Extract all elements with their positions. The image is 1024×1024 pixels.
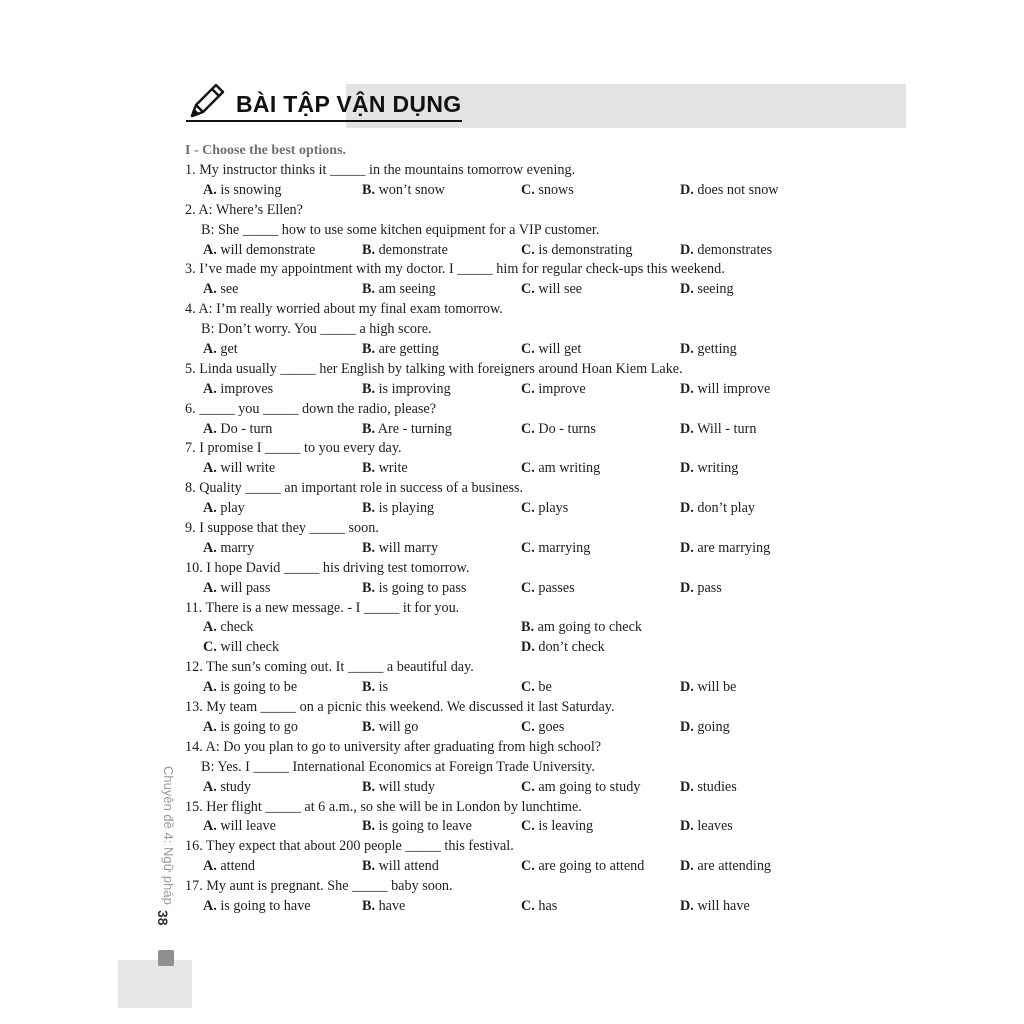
option-text: is improving xyxy=(378,380,451,397)
option-text: seeing xyxy=(697,281,734,298)
question-line: B: She _____ how to use some kitchen equipment for a VIP customer. xyxy=(201,221,600,238)
option-c xyxy=(521,678,552,698)
option-letter: D. xyxy=(680,858,694,875)
option-d xyxy=(680,817,733,837)
question-line: 2. A: Where’s Ellen? xyxy=(185,201,303,218)
option-c xyxy=(521,340,581,360)
question-line: B: Don’t worry. You _____ a high score. xyxy=(201,321,432,338)
options-row xyxy=(185,181,905,201)
option-c xyxy=(521,420,596,440)
option-letter: A. xyxy=(203,718,217,735)
question-line: 15. Her flight _____ at 6 a.m., so she will be in London by lunchtime. xyxy=(185,798,582,815)
options-row xyxy=(185,241,905,261)
option-letter: D. xyxy=(521,639,535,656)
option-letter: D. xyxy=(680,341,694,358)
option-letter: B. xyxy=(362,181,376,198)
question-line: 11. There is a new message. - I _____ it for you. xyxy=(185,599,460,616)
option-a xyxy=(203,678,297,698)
option-text: have xyxy=(378,897,406,914)
corner-block xyxy=(118,960,192,1008)
option-text: are attending xyxy=(697,858,772,875)
option-text: will check xyxy=(220,639,280,656)
option-b xyxy=(362,380,451,400)
option-c xyxy=(521,380,586,400)
option-letter: A. xyxy=(203,679,217,696)
option-text: will improve xyxy=(697,380,771,397)
option-a xyxy=(203,420,272,440)
option-text: is going to have xyxy=(220,897,311,914)
options-row xyxy=(185,420,905,440)
option-text: passes xyxy=(538,579,575,596)
option-c xyxy=(521,897,557,917)
option-text: will study xyxy=(378,778,435,795)
option-letter: C. xyxy=(521,181,535,198)
option-d xyxy=(680,678,736,698)
option-a xyxy=(203,499,245,519)
option-letter: C. xyxy=(203,639,217,656)
option-letter: C. xyxy=(521,281,535,298)
option-text: Do - turn xyxy=(220,420,273,437)
option-text: studies xyxy=(697,778,737,795)
option-c xyxy=(521,778,640,798)
option-d xyxy=(680,579,722,599)
option-d xyxy=(680,340,737,360)
option-text: has xyxy=(538,897,558,914)
option-d xyxy=(680,380,770,400)
question-line: 10. I hope David _____ his driving test tomorrow. xyxy=(185,559,470,576)
option-text: will go xyxy=(378,718,419,735)
option-letter: B. xyxy=(362,778,376,795)
option-c xyxy=(521,280,582,300)
option-text: is going to be xyxy=(220,679,298,696)
options-row xyxy=(185,579,905,599)
option-letter: B. xyxy=(362,539,376,556)
option-text: improves xyxy=(220,380,274,397)
option-text: goes xyxy=(538,718,565,735)
option-b xyxy=(362,181,445,201)
option-b xyxy=(362,241,448,261)
corner-square xyxy=(158,950,174,966)
option-text: demonstrate xyxy=(378,241,448,258)
question-line: 1. My instructor thinks it _____ in the mountains tomorrow evening. xyxy=(185,162,576,178)
option-text: get xyxy=(220,341,238,358)
option-letter: A. xyxy=(203,281,217,298)
option-letter: C. xyxy=(521,500,535,517)
option-text: marrying xyxy=(538,539,591,556)
options-row xyxy=(185,857,905,877)
option-d xyxy=(680,897,750,917)
option-c xyxy=(521,817,593,837)
option-d xyxy=(680,778,737,798)
option-text: won’t snow xyxy=(378,181,445,198)
option-letter: C. xyxy=(521,241,535,258)
option-letter: D. xyxy=(680,281,694,298)
option-a xyxy=(203,340,238,360)
option-b xyxy=(362,778,435,798)
option-text: are going to attend xyxy=(538,858,645,875)
option-a xyxy=(203,857,255,877)
option-letter: D. xyxy=(680,778,694,795)
page-title: BÀI TẬP VẬN DỤNG xyxy=(236,91,462,117)
option-letter: A. xyxy=(203,897,217,914)
option-a xyxy=(203,280,238,300)
option-c xyxy=(521,539,590,559)
options-row xyxy=(185,618,905,638)
option-text: leaves xyxy=(697,818,733,835)
option-letter: A. xyxy=(203,420,217,437)
option-letter: D. xyxy=(680,241,694,258)
option-b xyxy=(362,678,388,698)
option-a xyxy=(203,380,273,400)
option-letter: B. xyxy=(362,579,376,596)
pencil-icon xyxy=(186,78,230,122)
option-text: is going to leave xyxy=(378,818,472,835)
options-row xyxy=(185,539,905,559)
option-c xyxy=(521,579,575,599)
option-a xyxy=(203,539,254,559)
option-text: demonstrates xyxy=(697,241,773,258)
option-letter: C. xyxy=(521,858,535,875)
question-line: 5. Linda usually _____ her English by talking with foreigners around Hoan Kiem Lake. xyxy=(185,360,683,377)
option-text: write xyxy=(378,460,408,477)
question-line: 16. They expect that about 200 people _____ this festival. xyxy=(185,838,514,855)
options-row xyxy=(185,897,905,917)
option-d xyxy=(680,420,756,440)
option-letter: B. xyxy=(362,818,376,835)
question-line: 6. _____ you _____ down the radio, please? xyxy=(185,400,436,417)
option-b xyxy=(362,817,472,837)
option-letter: C. xyxy=(521,679,535,696)
option-letter: B. xyxy=(362,341,376,358)
question-line: 3. I’ve made my appointment with my doctor. I _____ him for regular check-ups this weekend. xyxy=(185,261,725,278)
option-letter: C. xyxy=(521,380,535,397)
option-letter: C. xyxy=(521,897,535,914)
option-d xyxy=(680,857,771,877)
option-text: will leave xyxy=(220,818,276,835)
option-d xyxy=(680,718,730,738)
option-text: will marry xyxy=(378,539,439,556)
option-letter: C. xyxy=(521,420,535,437)
option-letter: C. xyxy=(521,539,535,556)
option-text: snows xyxy=(538,181,574,198)
option-letter: C. xyxy=(521,341,535,358)
option-b xyxy=(362,579,466,599)
option-c xyxy=(521,499,568,519)
options-row xyxy=(185,638,905,658)
option-letter: D. xyxy=(680,380,694,397)
option-text: attend xyxy=(220,858,256,875)
option-letter: B. xyxy=(362,460,376,477)
option-c xyxy=(521,241,633,261)
page-number: 38 xyxy=(155,910,171,926)
option-text: is snowing xyxy=(220,181,282,198)
option-d xyxy=(680,459,738,479)
options-row xyxy=(185,817,905,837)
question-line: 9. I suppose that they _____ soon. xyxy=(185,520,379,537)
option-a xyxy=(203,718,298,738)
option-a xyxy=(203,181,281,201)
option-letter: D. xyxy=(680,718,694,735)
option-letter: A. xyxy=(203,341,217,358)
options-row xyxy=(185,380,905,400)
option-text: will demonstrate xyxy=(220,241,316,258)
option-text: improve xyxy=(538,380,586,397)
option-c xyxy=(521,857,644,877)
option-text: see xyxy=(220,281,239,298)
option-letter: D. xyxy=(680,679,694,696)
question-line: 8. Quality _____ an important role in success of a business. xyxy=(185,480,524,497)
option-d xyxy=(680,499,755,519)
option-d xyxy=(680,241,772,261)
option-letter: C. xyxy=(521,579,535,596)
option-letter: A. xyxy=(203,460,217,477)
option-a xyxy=(203,459,275,479)
option-letter: A. xyxy=(203,818,217,835)
option-letter: D. xyxy=(680,420,694,437)
title-underline xyxy=(186,120,462,122)
option-letter: A. xyxy=(203,181,217,198)
option-letter: D. xyxy=(680,579,694,596)
option-text: am seeing xyxy=(378,281,436,298)
option-text: will attend xyxy=(378,858,439,875)
option-text: will see xyxy=(538,281,583,298)
option-letter: C. xyxy=(521,818,535,835)
option-letter: B. xyxy=(521,619,535,636)
option-letter: B. xyxy=(362,897,376,914)
option-text: writing xyxy=(697,460,739,477)
options-row xyxy=(185,718,905,738)
option-letter: B. xyxy=(362,420,376,437)
option-text: am going to study xyxy=(538,778,641,795)
option-a xyxy=(203,817,276,837)
option-letter: D. xyxy=(680,500,694,517)
option-text: is playing xyxy=(378,500,435,517)
option-letter: B. xyxy=(362,281,376,298)
option-text: am going to check xyxy=(537,619,642,636)
option-text: is going to pass xyxy=(378,579,467,596)
option-text: is leaving xyxy=(538,818,594,835)
option-text: does not snow xyxy=(697,181,779,198)
option-text: will get xyxy=(538,341,582,358)
question-line: 7. I promise I _____ to you every day. xyxy=(185,440,402,457)
option-text: be xyxy=(538,679,552,696)
option-text: check xyxy=(220,619,254,636)
option-text: will be xyxy=(697,679,737,696)
question-line: 4. A: I’m really worried about my final exam tomorrow. xyxy=(185,301,503,318)
option-letter: B. xyxy=(362,679,376,696)
option-letter: C. xyxy=(521,460,535,477)
question-line: 12. The sun’s coming out. It _____ a beautiful day. xyxy=(185,659,474,676)
option-a xyxy=(203,241,315,261)
option-text: marry xyxy=(220,539,255,556)
option-letter: A. xyxy=(203,778,217,795)
option-b xyxy=(362,857,439,877)
option-letter: A. xyxy=(203,241,217,258)
option-text: going xyxy=(697,718,730,735)
option-letter: D. xyxy=(680,818,694,835)
option-letter: D. xyxy=(680,539,694,556)
option-b xyxy=(521,618,642,638)
option-d xyxy=(680,181,779,201)
section-title: I - Choose the best options. xyxy=(185,143,347,158)
option-text: Will - turn xyxy=(697,420,757,437)
options-row xyxy=(185,778,905,798)
option-text: getting xyxy=(697,341,737,358)
question-line: 14. A: Do you plan to go to university after graduating from high school? xyxy=(185,738,602,755)
option-d xyxy=(680,280,734,300)
side-chapter-label: Chuyên đề 4: Ngữ pháp xyxy=(161,766,176,905)
option-letter: A. xyxy=(203,380,217,397)
option-letter: D. xyxy=(680,181,694,198)
question-line: B: Yes. I _____ International Economics at Foreign Trade University. xyxy=(201,758,595,775)
option-letter: B. xyxy=(362,241,376,258)
option-a xyxy=(203,618,253,638)
options-row xyxy=(185,280,905,300)
option-letter: D. xyxy=(680,897,694,914)
option-a xyxy=(203,897,311,917)
option-letter: A. xyxy=(203,500,217,517)
option-text: is going to go xyxy=(220,718,298,735)
option-letter: A. xyxy=(203,579,217,596)
option-letter: B. xyxy=(362,380,376,397)
option-letter: C. xyxy=(521,778,535,795)
option-text: don’t play xyxy=(697,500,756,517)
option-letter: B. xyxy=(362,858,376,875)
option-b xyxy=(362,420,452,440)
option-text: are getting xyxy=(378,341,439,358)
option-letter: D. xyxy=(680,460,694,477)
question-line: 13. My team _____ on a picnic this weekend. We discussed it last Saturday. xyxy=(185,699,615,716)
option-text: Are - turning xyxy=(377,420,452,437)
option-b xyxy=(362,340,439,360)
option-b xyxy=(362,499,434,519)
option-text: don’t check xyxy=(538,639,605,656)
option-letter: B. xyxy=(362,718,376,735)
options-row xyxy=(185,499,905,519)
option-c xyxy=(521,181,574,201)
option-b xyxy=(362,539,438,559)
option-letter: C. xyxy=(521,718,535,735)
option-c xyxy=(521,718,564,738)
option-letter: A. xyxy=(203,619,217,636)
option-b xyxy=(362,897,405,917)
option-text: will pass xyxy=(220,579,271,596)
option-b xyxy=(362,718,418,738)
option-text: will write xyxy=(220,460,276,477)
options-row xyxy=(185,678,905,698)
option-text: will have xyxy=(697,897,750,914)
option-text: Do - turns xyxy=(538,420,596,437)
options-row xyxy=(185,459,905,479)
option-c xyxy=(521,459,600,479)
option-text: is demonstrating xyxy=(538,241,633,258)
option-text: plays xyxy=(538,500,569,517)
exercise-content xyxy=(185,141,905,917)
option-d xyxy=(521,638,605,658)
option-b xyxy=(362,459,408,479)
option-c xyxy=(203,638,279,658)
question-line: 17. My aunt is pregnant. She _____ baby soon. xyxy=(185,878,453,895)
option-letter: B. xyxy=(362,500,376,517)
options-row xyxy=(185,340,905,360)
option-text: study xyxy=(220,778,252,795)
option-a xyxy=(203,579,270,599)
option-text: am writing xyxy=(538,460,601,477)
option-text: play xyxy=(220,500,245,517)
option-a xyxy=(203,778,251,798)
option-letter: A. xyxy=(203,539,217,556)
option-b xyxy=(362,280,436,300)
option-text: pass xyxy=(697,579,722,596)
option-d xyxy=(680,539,770,559)
option-text: are marrying xyxy=(697,539,771,556)
option-text: is xyxy=(378,679,389,696)
option-letter: A. xyxy=(203,858,217,875)
